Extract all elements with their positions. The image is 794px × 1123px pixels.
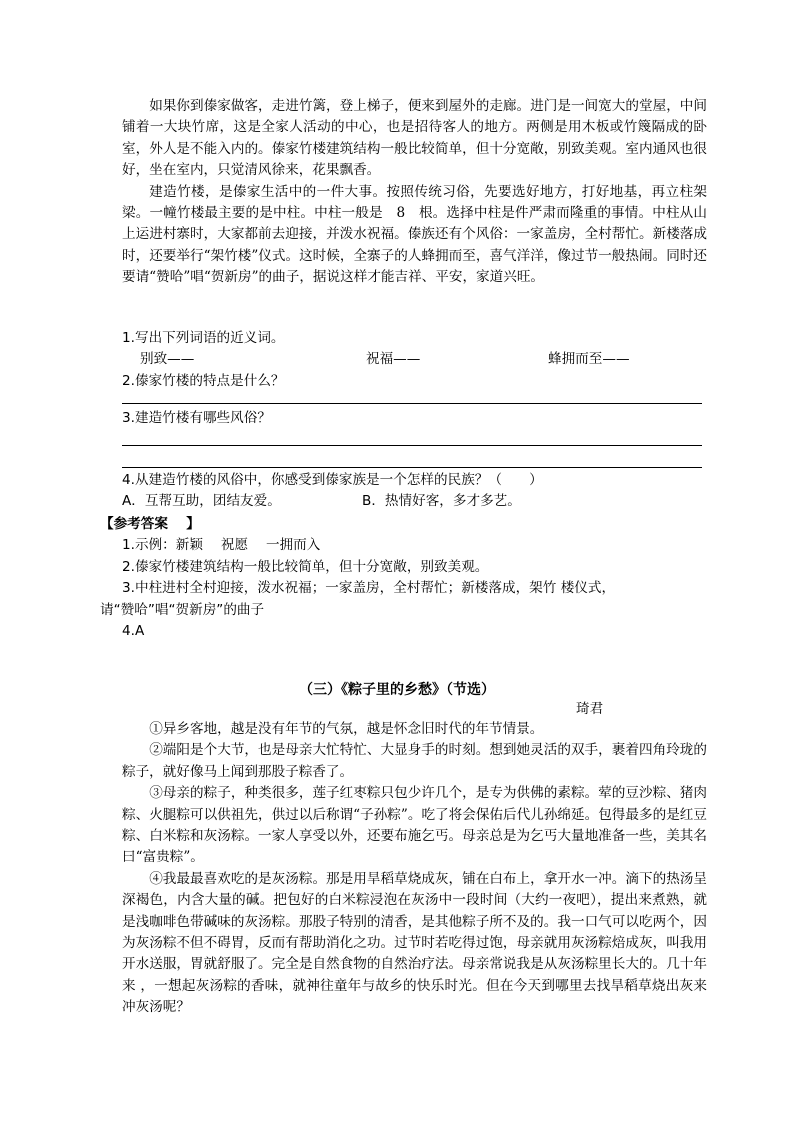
passage-1-paragraph-1: 如果你到傣家做客，走进竹篱，登上梯子，便来到屋外的走廊。进门是一间宽大的堂屋，中间铺着一大块竹席，这是全家人活动的中心，也是招待客人的地方。两侧是用木板或竹篾隔成的卧室，外人是不能入内的。傣家竹楼建筑结构一般比较简单，但十分宽敞，别致美观。室内通风也很好，坐在室内，只觉清风徐来，花果飘香。 <box>122 98 707 179</box>
passage-2-paragraph-3: ③母亲的粽子，种类很多，莲子红枣粽只包少许几个，是专为供佛的素粽。荤的豆沙粽、猪肉粽、火腿粽可以供祖先，供过以后称谓“子孙粽”。吃了将会保佑后代儿孙绵延。包得最多的是红豆粽、白米粽和灰汤粽。一家人享受以外，还要布施乞丐。母亲总是为乞丐大量地准备一些，美其名曰“富贵粽”。 <box>122 785 707 866</box>
answer-3-line-1: 3.中柱进村全村迎接，泼水祝福；一家盖房，全村帮忙；新楼落成，架竹 楼仪式， <box>122 580 616 597</box>
passage-2-paragraph-4: ④我最最喜欢吃的是灰汤粽。那是用旱稻草烧成灰，铺在白布上，拿开水一冲。滴下的热汤呈深褐色，内含大量的碱。把包好的白米粽浸泡在灰汤中一段时间（大约一夜吧），提出来煮熟，就是浅咖啡色带碱味的灰汤粽。那股子特别的清香，是其他粽子所不及的。我一口气可以吃两个，因为灰汤粽不但不碍胃，反而有帮助消化之功。过节时若吃得过饱，母亲就用灰汤粽焙成灰，叫我用开水送服，胃就舒服了。完全是自然食物的自然治疗法。母亲常说我是从灰汤粽里长大的。几十年来 ，一想起灰汤粽的香味，就神往童年与故乡的快乐时光。但在今天到哪里去找旱稻草烧出灰来冲灰汤呢？ <box>122 870 707 1016</box>
word-zhu-fu: 祝福—— <box>366 351 421 368</box>
answers <box>100 514 710 642</box>
question-1-words <box>122 349 707 370</box>
question-4 <box>122 470 707 513</box>
passage-2-author: 琦君 <box>576 701 604 717</box>
option-a: A．互帮互助，团结友爱。 <box>122 493 281 510</box>
answer-line-q2[interactable] <box>122 403 702 404</box>
question-1 <box>122 328 707 392</box>
answer-3-line-2: 请“赞哈”唱“贺新房”的曲子 <box>100 601 265 618</box>
passage-1 <box>122 96 707 289</box>
passage-2-paragraph-1: ①异乡客地，越是没有年节的气氛，越是怀念旧时代的年节情景。 <box>149 721 544 737</box>
answer-line-q3-1[interactable] <box>122 445 702 446</box>
passage-2-paragraph-2: ②端阳是个大节，也是母亲大忙特忙、大显身手的时刻。想到她灵活的双手，裹着四角玲珑的粽子，就好像马上闻到那股子粽香了。 <box>122 742 707 780</box>
passage-2 <box>122 719 707 1019</box>
option-b: B．热情好客，多才多艺。 <box>362 493 521 510</box>
word-bie-zhi: 别致—— <box>140 351 195 368</box>
question-3-text: 3.建造竹楼有哪些风俗？ <box>122 410 271 426</box>
question-4-options <box>122 491 707 512</box>
question-3 <box>122 408 707 429</box>
question-4-text: 4.从建造竹楼的风俗中，你感受到傣家族是一个怎样的民族？（ ） <box>122 472 543 488</box>
question-2-text: 2.傣家竹楼的特点是什么？ <box>122 372 285 389</box>
passage-1-paragraph-2: 建造竹楼，是傣家生活中的一件大事。按照传统习俗，先要选好地方，打好地基，再立柱架梁。一幢竹楼最主要的是中柱。中柱一般是 8 根。选择中柱是件严肃而隆重的事情。中柱从山上运进村寨时，大家都前去迎接，并泼水祝福。傣族还有个风俗：一家盖房，全村帮忙。新楼落成时，还要举行“架竹楼”仪式。这时候，全寨子的人蜂拥而至，喜气洋洋，像过节一般热闹。同时还要请“赞哈”唱“贺新房”的曲子，据说这样才能吉祥、平安，家道兴旺。 <box>122 183 707 286</box>
answer-4: 4.A <box>122 623 145 640</box>
word-feng-yong-er-zhi: 蜂拥而至—— <box>548 351 630 368</box>
answer-line-q3-2[interactable] <box>122 467 702 468</box>
answers-heading: 【参考答案 】 <box>100 516 200 532</box>
answer-1: 1.示例：新颖 祝愿 一拥而入 <box>122 537 321 554</box>
answer-2: 2.傣家竹楼建筑结构一般比较简单，但十分宽敞，别致美观。 <box>122 558 489 575</box>
question-1-text: 1.写出下列词语的近义词。 <box>122 330 285 346</box>
passage-2-title: （三）《粽子里的乡愁》（节选） <box>299 682 495 698</box>
